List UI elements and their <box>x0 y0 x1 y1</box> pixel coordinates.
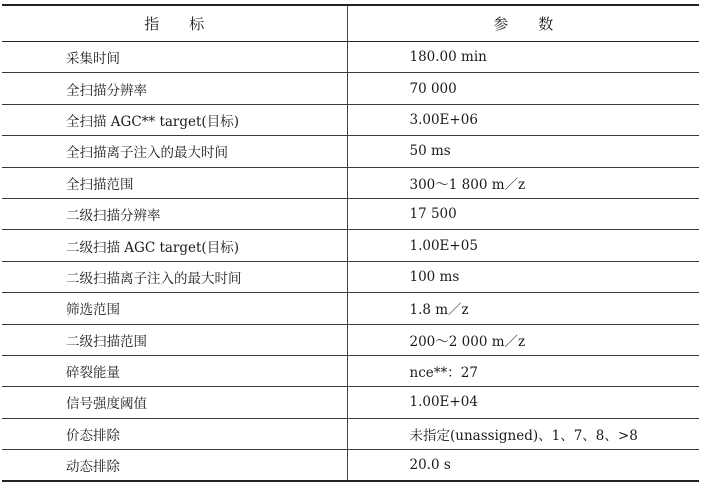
table-row <box>2 136 699 167</box>
row-metric: 信号强度阈值 <box>2 387 347 418</box>
row-metric: 价态排除 <box>2 418 347 449</box>
header-metric: 指 标 <box>2 5 347 42</box>
row-value: 180.00 min <box>347 42 699 73</box>
row-value: 17 500 <box>347 198 699 229</box>
table-row <box>2 198 699 229</box>
table-row <box>2 418 699 449</box>
row-metric: 二级扫描分辨率 <box>2 198 347 229</box>
row-value: 200～2 000 m／z <box>347 324 699 355</box>
row-value: 1.00E+04 <box>347 387 699 418</box>
row-metric: 二级扫描范围 <box>2 324 347 355</box>
row-value: 100 ms <box>347 261 699 292</box>
header-value: 参 数 <box>347 5 699 42</box>
row-value: 1.00E+05 <box>347 230 699 261</box>
row-metric: 全扫描分辨率 <box>2 73 347 104</box>
header-row <box>2 5 699 42</box>
table-body <box>2 42 699 482</box>
row-metric: 筛选范围 <box>2 293 347 324</box>
table-row <box>2 450 699 482</box>
row-value: 20.0 s <box>347 450 699 482</box>
row-value: 未指定(unassigned)、1、7、8、>8 <box>347 418 699 449</box>
table-row <box>2 324 699 355</box>
row-value: 50 ms <box>347 136 699 167</box>
row-metric: 采集时间 <box>2 42 347 73</box>
table-header <box>2 5 699 42</box>
row-value: 70 000 <box>347 73 699 104</box>
row-metric: 二级扫描离子注入的最大时间 <box>2 261 347 292</box>
table-row <box>2 293 699 324</box>
row-metric: 全扫描 AGC** target(目标) <box>2 104 347 135</box>
row-value: nce**：27 <box>347 355 699 386</box>
table-row <box>2 261 699 292</box>
table-row <box>2 42 699 73</box>
table-row <box>2 167 699 198</box>
table-row <box>2 230 699 261</box>
row-metric: 碎裂能量 <box>2 355 347 386</box>
row-value: 1.8 m／z <box>347 293 699 324</box>
table-row <box>2 104 699 135</box>
row-value: 300～1 800 m／z <box>347 167 699 198</box>
row-metric: 全扫描离子注入的最大时间 <box>2 136 347 167</box>
table-row <box>2 355 699 386</box>
row-metric: 二级扫描 AGC target(目标) <box>2 230 347 261</box>
table-row <box>2 387 699 418</box>
row-metric: 动态排除 <box>2 450 347 482</box>
row-metric: 全扫描范围 <box>2 167 347 198</box>
parameter-table <box>2 4 699 482</box>
table-row <box>2 73 699 104</box>
row-value: 3.00E+06 <box>347 104 699 135</box>
